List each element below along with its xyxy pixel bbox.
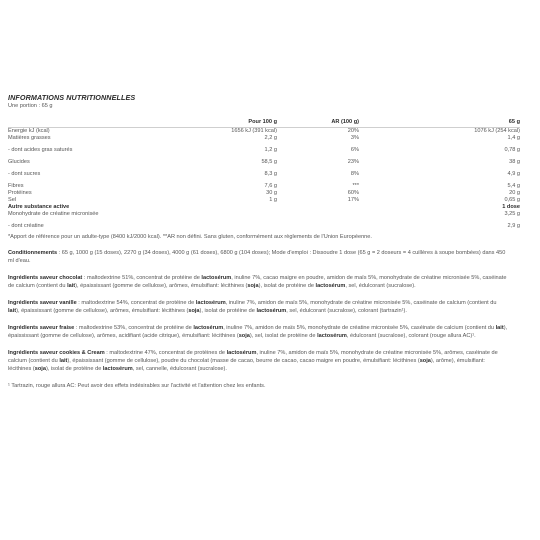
value-ar <box>277 218 359 230</box>
value-portion: 1,4 g <box>507 135 520 141</box>
header-label <box>8 119 208 128</box>
value-per-100g: 8,3 g <box>264 171 277 177</box>
value-per-100g: 1 g <box>269 197 277 203</box>
value-portion: 1 dose <box>502 204 520 210</box>
ingredients-section <box>8 274 520 373</box>
value-portion: 0,78 g <box>504 147 520 153</box>
nutrient-name: - dont sucres <box>8 171 41 177</box>
value-ar: 60% <box>347 190 359 196</box>
allergen-text: lactosérum <box>315 283 346 289</box>
value-per-100g <box>208 218 277 230</box>
ingredient-text: ), arôme), émulsifiant: lécithines ( <box>8 358 485 372</box>
allergen-text: lactosérum <box>226 350 257 356</box>
ingredient-text: ), épaississant (gomme de cellulose), arômes, émulsifiant: lécithines ( <box>75 283 248 289</box>
allergen-text: lactosérum <box>195 300 226 306</box>
allergen-text: lait <box>495 325 504 331</box>
value-portion: 5,4 g <box>507 183 520 189</box>
nutrition-table-body <box>8 128 520 231</box>
ingredients-label: Ingrédients saveur vanille <box>8 300 77 306</box>
conditionnements-text: : 65 g, 1000 g (15 doses), 2270 g (34 doses), 4000 g (61 doses), 6800 g (104 doses); Mode d'emploi : Dissoudre 1 dose (65 g = 2 doseurs = 4 cuillères à soupe bombées) dans 450 ml d'eau. <box>8 250 506 264</box>
ingredient-text: , inuline 7%, amidon de maïs 5%, monohydrate de créatine micronisée 5%, arômes, caséinate de calcium (contient du <box>8 350 498 364</box>
conditionnements-paragraph <box>8 249 508 265</box>
nutrition-row <box>8 190 520 197</box>
nutrient-name: Matières grasses <box>8 135 51 141</box>
nutrient-name: Protéines <box>8 190 32 196</box>
value-ar: 17% <box>347 197 359 203</box>
nutrient-name: Sel <box>8 197 17 203</box>
value-ar: 3% <box>350 135 359 141</box>
ingredient-text: , inuline 7%, amidon de maïs 5%, monohydrate de créatine micronisée 5%, caséinate de calcium (contient du <box>223 325 496 331</box>
allergen-text: lactosérum <box>193 325 224 331</box>
allergen-text: lactosérum <box>201 275 232 281</box>
ingredient-text: , édulcorant (sucralose), colorant (rouge allura AC)¹. <box>346 333 476 339</box>
value-portion: 2,9 g <box>507 223 520 229</box>
header-ar: AR (100 g) <box>277 119 359 128</box>
ingredient-text: ), isolat de protéine de <box>199 308 257 314</box>
ingredient-text: : maltodextrine 53%, concentrat de protéine de <box>75 325 194 331</box>
nutrition-row <box>8 204 520 211</box>
ingredient-text: , inuline 7%, amidon de maïs 5%, monohydrate de créatine micronisée 5%, caséinate de calcium (contient du <box>225 300 497 306</box>
value-ar: 20% <box>347 128 359 134</box>
value-per-100g: 1,2 g <box>264 147 277 153</box>
nutrition-document <box>8 93 520 390</box>
ingredient-text: ), épaississant (gomme de cellulose), arômes, acidifiant (acide citrique), émulsifiant: lécithines ( <box>8 325 508 339</box>
ingredient-text: ), épaississant (gomme de cellulose), arômes, émulsifiant: lécithines ( <box>16 308 189 314</box>
ingredient-text: : maltodextrine 47%, concentrat de protéines de <box>106 350 227 356</box>
allergen-text: soja <box>419 358 431 364</box>
allergen-text: soja <box>34 366 46 372</box>
ingredient-text: , sel, cannelle, édulcorant (sucralose). <box>132 366 227 372</box>
value-ar <box>277 204 359 211</box>
ingredient-text: ), épaississant (gomme de cellulose), poudre du chocolat (masse de cacao, beurre de cacao, cacao maigre en poudre, émulsifiant: lécithines ( <box>67 358 420 364</box>
allergen-text: lactosérum <box>102 366 133 372</box>
value-portion: 3,25 g <box>504 211 520 217</box>
ingredients-paragraph <box>8 349 508 373</box>
ingredient-text: , sel, édulcorant (sucralose), colorant (tartrazin¹). <box>286 308 407 314</box>
allergen-text: lactosérum <box>256 308 287 314</box>
value-ar: 23% <box>347 159 359 165</box>
nutrient-name: - dont acides gras saturés <box>8 147 73 153</box>
ingredient-text: , sel, édulcorant (sucralose). <box>345 283 416 289</box>
value-portion: 38 g <box>509 159 520 165</box>
ingredient-text: : maltodextrine 54%, concentrat de protéine de <box>78 300 196 306</box>
ingredients-label: Ingrédients saveur chocolat <box>8 275 83 281</box>
ingredients-label: Ingrédients saveur cookies & Cream <box>8 350 105 356</box>
portion-label: Une portion : 65 g <box>8 103 53 109</box>
nutrient-name: Fibres <box>8 183 24 189</box>
nutrition-row <box>8 211 520 218</box>
nutrition-row <box>8 197 520 204</box>
nutrition-row <box>8 178 520 190</box>
nutrition-row <box>8 218 520 230</box>
value-ar: *** <box>352 183 359 189</box>
ingredient-text: ), sel, isolat de protéine de <box>249 333 318 339</box>
ingredients-paragraph <box>8 324 508 340</box>
value-ar: 8% <box>350 171 359 177</box>
value-per-100g: 2,2 g <box>264 135 277 141</box>
value-portion: 0,65 g <box>504 197 520 203</box>
nutrition-footnote: *Apport de référence pour un adulte-type (8400 kJ/2000 kcal). **AR non défini. Sans gluten, conformément aux règlements de l'Union Européenne. <box>8 234 372 240</box>
ingredients-paragraph <box>8 299 508 315</box>
value-per-100g: 1656 kJ (391 kcal) <box>231 128 277 134</box>
value-ar: 6% <box>350 147 359 153</box>
allergen-text: soja <box>188 308 200 314</box>
allergen-text: lactosérum <box>317 333 347 339</box>
header-portion: 65 g <box>359 119 520 128</box>
allergen-text: lait <box>8 308 17 314</box>
nutrition-table <box>8 119 520 230</box>
ingredients-label: Ingrédients saveur fraise <box>8 325 75 331</box>
nutrition-row <box>8 128 520 136</box>
value-per-100g <box>208 211 277 218</box>
nutrition-row <box>8 142 520 154</box>
nutrition-row <box>8 166 520 178</box>
nutrition-row <box>8 135 520 142</box>
allergen-text: lait <box>67 283 76 289</box>
nutrient-name: Monohydrate de créatine micronisée <box>8 211 99 217</box>
nutrient-name: Autre substance active <box>8 204 70 210</box>
nutrient-name: Glucides <box>8 159 30 165</box>
nutrition-row <box>8 154 520 166</box>
nutrient-name: Energie kJ (kcal) <box>8 128 50 134</box>
conditionnements-label: Conditionnements <box>8 250 58 256</box>
ingredient-text: : maltodextrine 51%, concentrat de protéine de <box>83 275 202 281</box>
value-per-100g <box>208 204 277 211</box>
nutrition-title: INFORMATIONS NUTRITIONNELLES <box>8 93 136 102</box>
nutrient-name: - dont créatine <box>8 223 44 229</box>
ingredient-text: ), isolat de protéine de <box>45 366 103 372</box>
ingredient-text: ), isolat de protéine de <box>258 283 316 289</box>
additive-warning: ¹ Tartrazin, rouge allura AC: Peut avoir des effets indésirables sur l'activité et l'attention chez les enfants. <box>8 383 266 389</box>
value-portion: 1076 kJ (254 kcal) <box>474 128 520 134</box>
ingredient-text: , inuline 7%, cacao maigre en poudre, amidon de maïs 5%, monohydrate de créatine micronisée 5%, caséinate de calcium (contient du <box>8 275 507 289</box>
allergen-text: soja <box>238 333 250 339</box>
ingredients-paragraph <box>8 274 508 290</box>
header-per-100g: Pour 100 g <box>208 119 277 128</box>
value-per-100g: 58,5 g <box>261 159 277 165</box>
allergen-text: soja <box>247 283 259 289</box>
value-per-100g: 7,6 g <box>264 183 277 189</box>
value-per-100g: 30 g <box>266 190 277 196</box>
value-portion: 20 g <box>509 190 520 196</box>
table-header-row <box>8 119 520 128</box>
value-ar <box>277 211 359 218</box>
allergen-text: lait <box>59 358 68 364</box>
value-portion: 4,9 g <box>507 171 520 177</box>
